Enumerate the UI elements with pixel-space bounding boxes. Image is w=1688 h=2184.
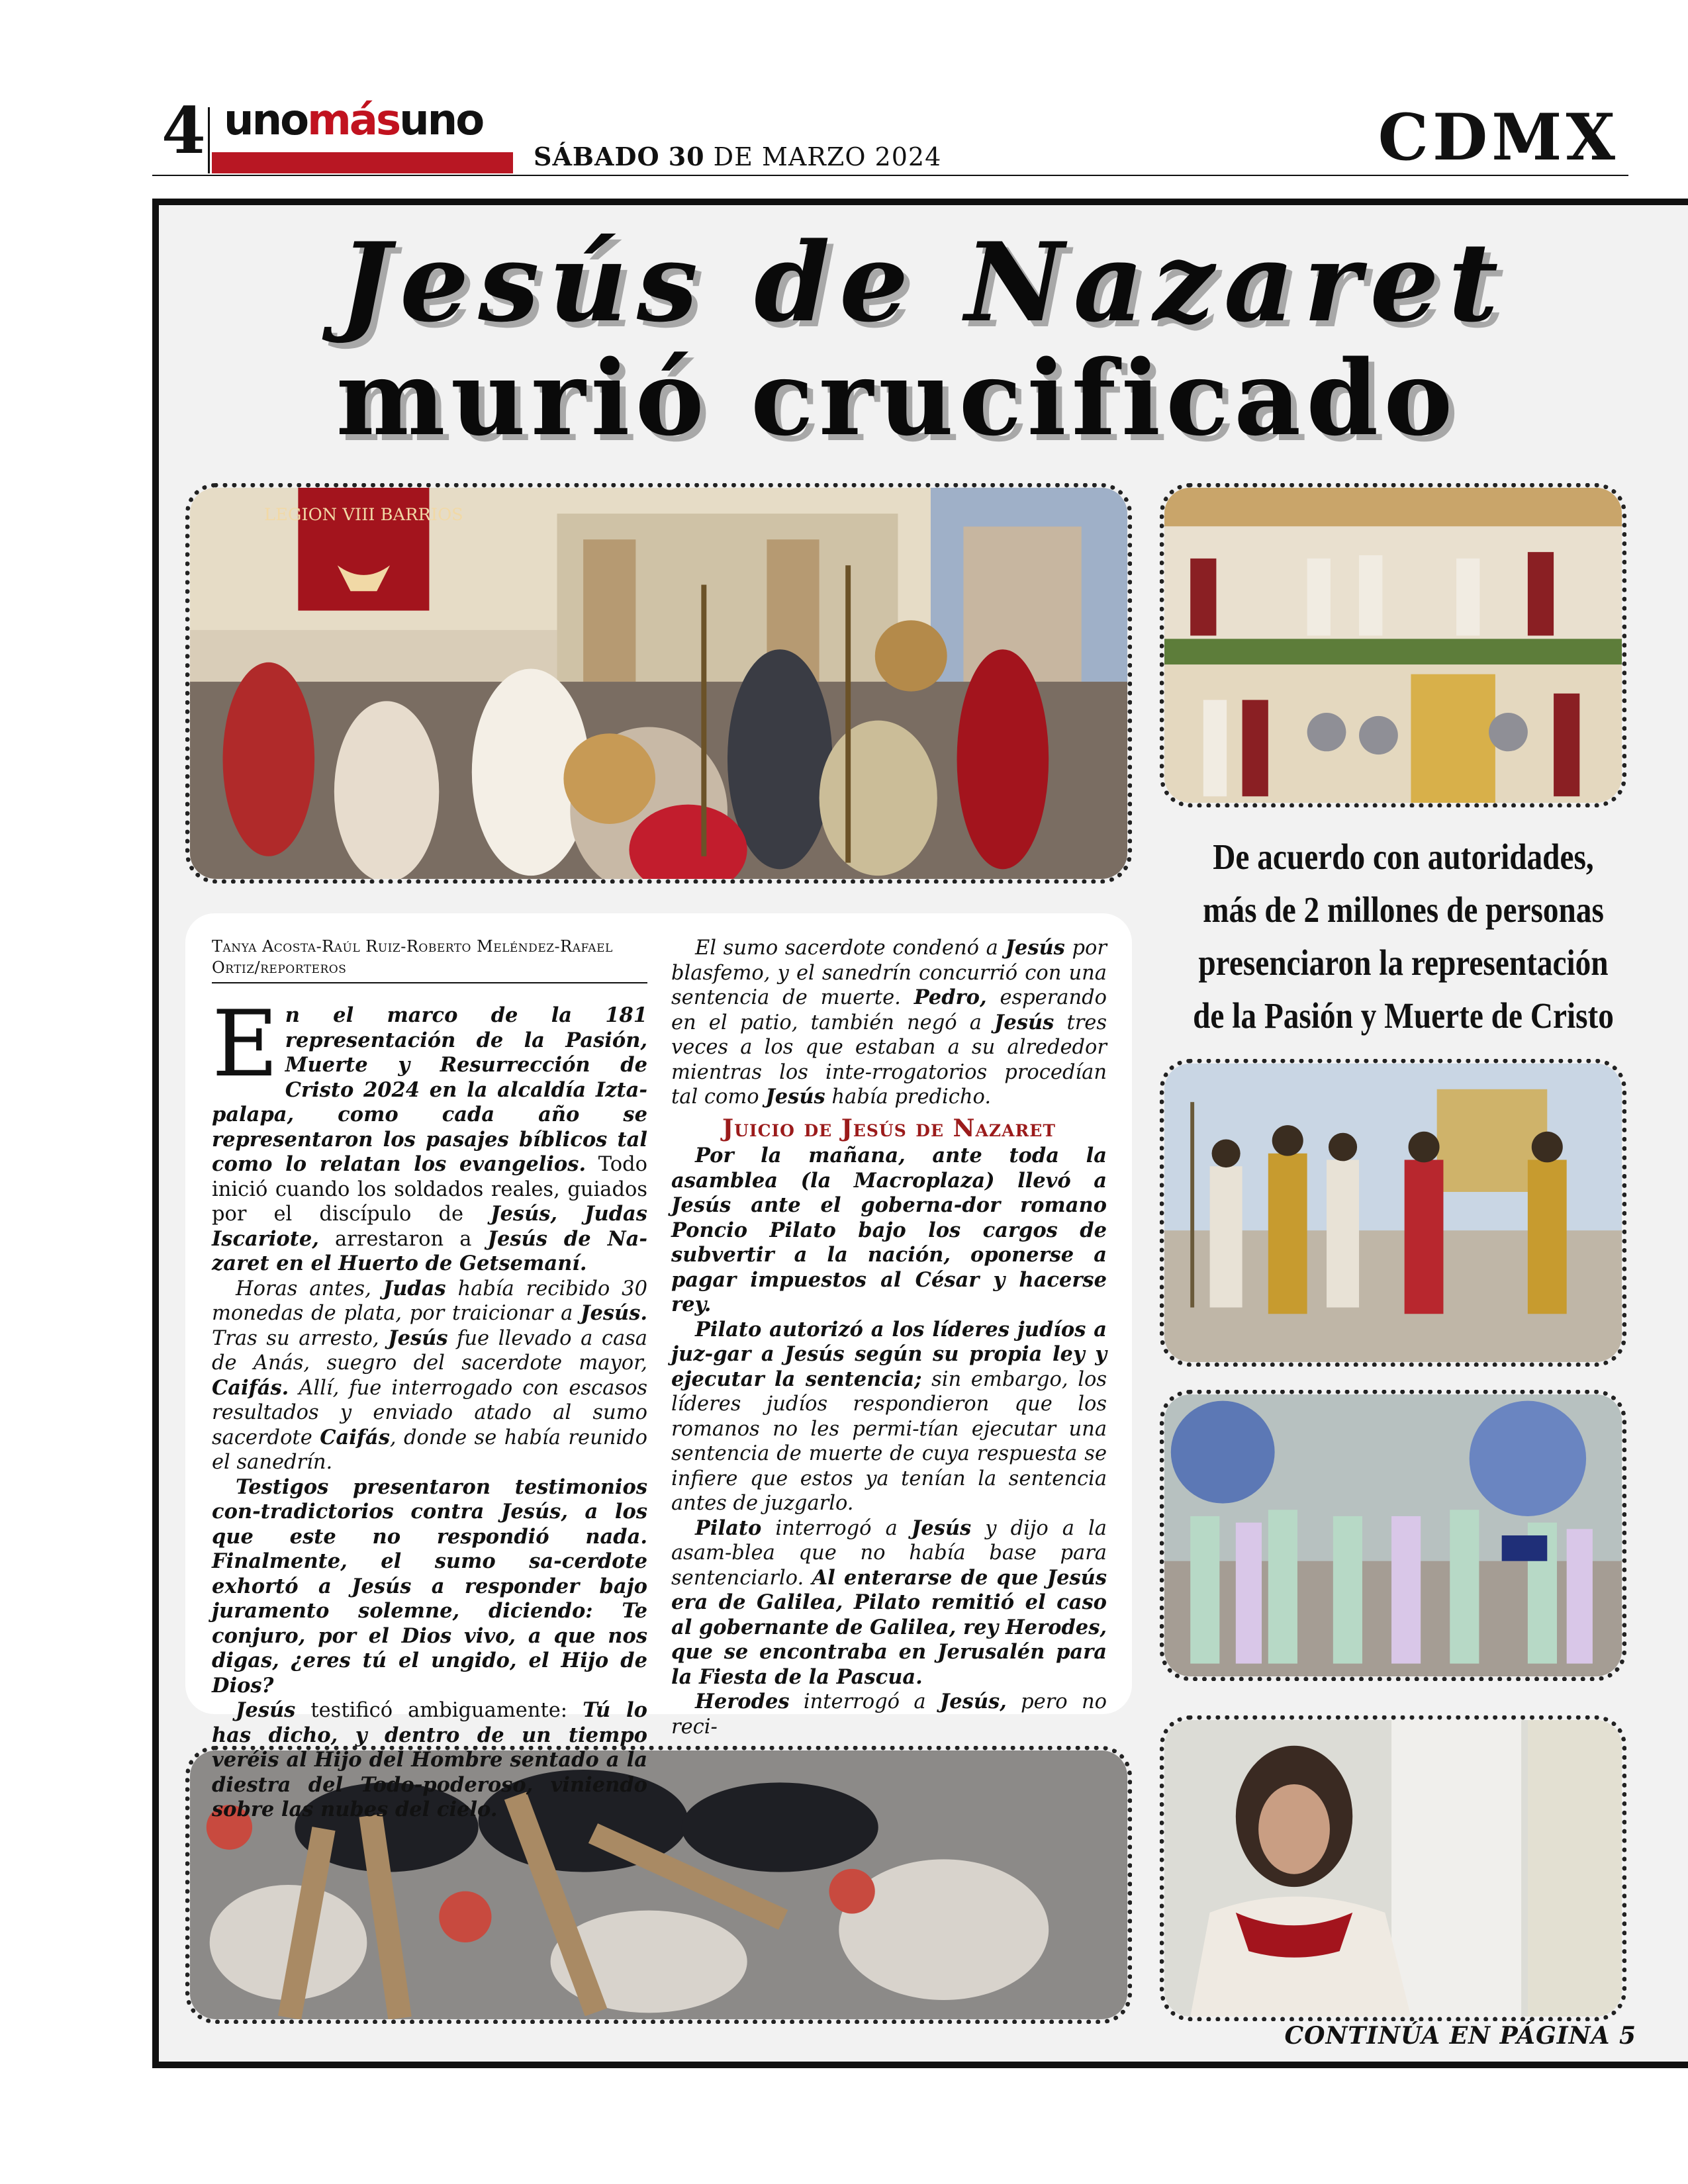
text-run: El sumo sacerdote condenó a <box>695 936 1006 960</box>
paragraph-3: Testigos presentaron testimonios con-tradictorios contra Jesús, a los que este no respondió nada. Finalmente, el sumo sa-cerdote exhortó a Jesús a responder bajo juramento solemne, diciendo: Te conjuro, por el Dios vivo, a que nos digas, ¿eres tú el ungido, el Hijo de Dios? <box>212 1475 647 1698</box>
photo-procession <box>1160 1059 1626 1367</box>
paragraph-6: Por la mañana, ante toda la asamblea (la Macroplaza) llevó a Jesús ante el goberna-dor romano Poncio Pilato bajo los cargos de subvertir a la nación, oponerse a pagar impuestos al César y hacerse rey. <box>671 1144 1107 1316</box>
text-run: Jesús <box>236 1698 296 1722</box>
caption-line: De acuerdo con autoridades, <box>1213 837 1594 877</box>
text-run: Caifás <box>320 1425 390 1449</box>
byline: Tanya Acosta-Raúl Ruiz-Roberto Meléndez-Rafael Ortiz/reporteros <box>212 936 647 983</box>
caption-line: más de 2 millones de personas <box>1203 889 1604 930</box>
photo-balcony-scene <box>1160 483 1626 807</box>
text-run: Caifás. <box>212 1375 289 1400</box>
text-run: había predicho. <box>825 1085 992 1109</box>
text-run: Horas antes, <box>236 1277 383 1300</box>
photo-caption <box>1187 831 1620 1042</box>
text-run: había recibido 30 monedas de plata, por traicionar a <box>212 1277 647 1325</box>
text-run: arrestaron a <box>318 1227 488 1251</box>
text-run: pero no reci- <box>671 1690 1107 1739</box>
text-run: Jesús de Na-zaret en el Huerto de Getsemaní. <box>212 1226 647 1275</box>
section-title: CDMX <box>1378 100 1619 175</box>
paragraph-4 <box>212 1698 647 1823</box>
lead-text: n el marco de la 181 representación de la Pasión, Muerte y Resurrección de Cristo 2024 en la alcaldía Izta-palapa, como cada año se representaron los pasajes bíblicos tal como lo relatan los evangelios. <box>212 1003 647 1176</box>
text-run: sin embargo, los líderes judíos respondieron que los romanos no les permi-tían ejecutar una sentencia de muerte de cuya respuesta se infiere que estos ya tenían la sentencia antes de juzgarlo. <box>671 1367 1107 1515</box>
publication-date <box>534 144 941 169</box>
dropcap: E <box>212 991 279 1097</box>
paragraph-9 <box>671 1690 1107 1739</box>
text-run: Jesús <box>388 1326 448 1350</box>
page-number: 4 <box>162 93 206 168</box>
paragraph-8 <box>671 1516 1107 1690</box>
text-run: Pedro, <box>914 985 987 1009</box>
date-day: 30 <box>668 142 705 171</box>
logo-red-bar <box>212 152 513 173</box>
continued-on-page: CONTINÚA EN PÁGINA 5 <box>1284 2022 1636 2050</box>
text-run: esperando en el patio, también negó a <box>671 986 1107 1034</box>
text-run: , donde se había reunido el sanedrín. <box>212 1426 647 1474</box>
date-month-year: DE MARZO 2024 <box>713 142 942 171</box>
story-frame <box>152 199 1688 2068</box>
paragraph-7 <box>671 1318 1107 1516</box>
article-column-right <box>671 936 1107 1823</box>
masthead-separator <box>208 107 210 173</box>
text-run: por blasfemo, y el sanedrín concurrió con una sentencia de muerte. <box>671 936 1107 1009</box>
article-body <box>185 913 1132 1821</box>
masthead-rule <box>152 175 1628 176</box>
text-run: Jesús. <box>581 1301 647 1325</box>
legion-banner-text: LEGION VIII BARRIOS <box>263 504 463 525</box>
text-run: testificó ambiguamente: <box>295 1699 583 1722</box>
paragraph-5 <box>671 936 1107 1110</box>
logo-part-2: más <box>307 96 400 145</box>
text-run: Tras su arresto, <box>212 1326 389 1350</box>
text-run: y dijo a la asam-blea que no había base para sentenciarlo. <box>671 1516 1107 1590</box>
caption-line: presenciaron la representación <box>1198 942 1609 983</box>
text-run: interrogó a <box>761 1516 912 1540</box>
paragraph-1 <box>212 991 648 1277</box>
text-run: Jesús, <box>939 1690 1007 1713</box>
text-run: Herodes <box>695 1690 790 1713</box>
text-run: Jesús <box>765 1085 825 1109</box>
logo-part-3: uno <box>399 96 483 145</box>
headline-line-2: murió crucificado <box>336 338 1458 459</box>
article-column-left <box>212 936 647 1823</box>
text-run: interrogó a <box>789 1690 940 1713</box>
text-run: Pilato <box>695 1516 762 1540</box>
caption-line: de la Pasión y Muerte de Cristo <box>1193 995 1614 1036</box>
text-run: Pilato autorizó a los líderes judíos a juz-gar a Jesús según su propia ley y ejecutar la sentencia; <box>671 1317 1107 1391</box>
photo-women-procession <box>1160 1390 1626 1681</box>
text-run: Jesús <box>994 1010 1055 1034</box>
text-run: Judas Iscariote, <box>212 1202 647 1251</box>
paragraph-2 <box>212 1277 647 1475</box>
text-run: tres veces a los que estaban a su alrededor mientras los inte-rrogatorios procedían tal como <box>671 1011 1107 1109</box>
text-run: Allí, fue interrogado con escasos resultados y enviado atado al sumo sacerdote <box>212 1376 647 1449</box>
text-run: Todo inició cuando los soldados reales, guiados por el discípulo de <box>212 1153 648 1226</box>
text-run: Tú lo has dicho, y dentro de un tiempo veréis al Hijo del Hombre sentado a la diestra del Todo-poderoso, viniendo sobre las nubes del cielo. <box>212 1698 647 1821</box>
subheading: Juicio de Jesús de Nazaret <box>722 1114 1056 1142</box>
text-run: Jesús <box>1005 936 1065 960</box>
headline-line-1: Jesús de Nazaret <box>339 218 1508 346</box>
text-run: Jesús <box>911 1516 972 1540</box>
photo-passion-scene <box>185 483 1132 884</box>
newspaper-logo <box>224 96 483 145</box>
photo-jesus-portrait <box>1160 1715 1626 2021</box>
text-run: Jesús, <box>491 1202 558 1226</box>
text-run: fue llevado a casa de Anás, suegro del sacerdote mayor, <box>212 1326 647 1375</box>
text-run: Judas <box>383 1276 446 1300</box>
text-run: Al enterarse de que Jesús era de Galilea, Pilato remitió el caso al gobernante de Galilea, rey Herodes, que se encontraba en Jerusalén para la Fiesta de la Pascua. <box>671 1565 1107 1689</box>
date-weekday: SÁBADO <box>534 142 660 171</box>
logo-part-1: uno <box>224 96 308 145</box>
